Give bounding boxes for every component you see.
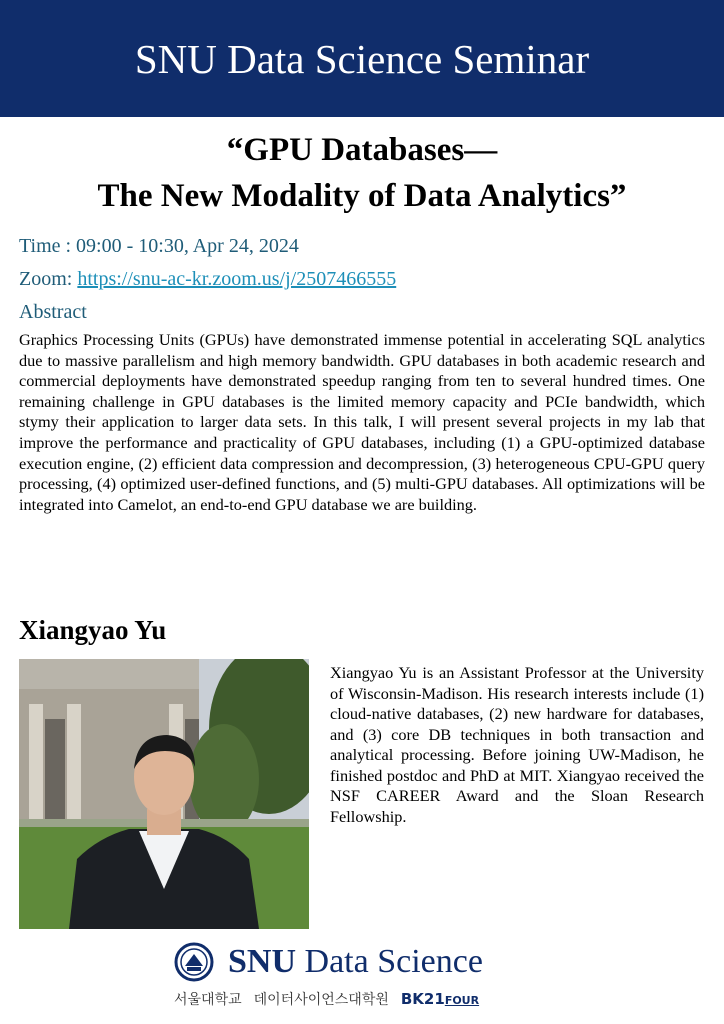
- school-korean: 데이터사이언스대학원: [253, 992, 389, 1008]
- speaker-photo: [19, 659, 309, 929]
- snu-emblem-icon: [172, 942, 216, 982]
- seminar-header-banner: [0, 0, 724, 117]
- zoom-line: [19, 266, 396, 292]
- speaker-name: Xiangyao Yu: [19, 615, 167, 645]
- four-label: FOUR: [444, 994, 480, 1007]
- univ-korean: 서울대학교: [174, 992, 242, 1008]
- brand-data-science: Data Science: [296, 943, 483, 980]
- abstract-text: Graphics Processing Units (GPUs) have demonstrated immense potential in accelerating SQL analytics due to massive parallelism and high memory bandwidth. GPU databases in both academic research and commercial deployments have demonstrated speedup ranging from ten to several hundred times. One remaining challenge in GPU databases is the limited memory capacity and PCIe bandwidth, which stymy their application to larger data sets. In this talk, I will present several projects in my lab that improve the performance and practicality of GPU databases, including (1) a GPU-optimized database execution engine, (2) efficient data compression and decompression, (3) heterogeneous CPU-GPU query processing, (4) optimized user-defined functions, and (5) multi-GPU databases. All optimizations will be integrated into Camelot, an end-to-end GPU database we are building.: [19, 330, 705, 514]
- talk-title-line-2: The New Modality of Data Analytics”: [97, 178, 627, 214]
- speaker-bio: Xiangyao Yu is an Assistant Professor at the University of Wisconsin-Madison. His research interests include (1) cloud-native databases, (2) new hardware for databases, and (3) core DB techniques in both transaction and analytical processing. Before joining UW-Madison, he finished postdoc and PhD at MIT. Xiangyao received the NSF CAREER Award and the Sloan Research Fellowship.: [330, 663, 704, 826]
- abstract-heading: Abstract: [19, 301, 87, 323]
- talk-title-line-1: “GPU Databases—: [226, 132, 498, 168]
- snu-data-science-logo: [228, 940, 483, 984]
- seminar-title: SNU Data Science Seminar: [134, 36, 590, 82]
- zoom-label: Zoom:: [19, 268, 78, 290]
- talk-time: Time : 09:00 - 10:30, Apr 24, 2024: [19, 235, 299, 257]
- footer-affiliations: [174, 987, 479, 1013]
- brand-snu: SNU: [228, 943, 297, 980]
- zoom-link[interactable]: https://snu-ac-kr.zoom.us/j/2507466555: [77, 268, 397, 290]
- bk21-label: BK21: [400, 990, 445, 1008]
